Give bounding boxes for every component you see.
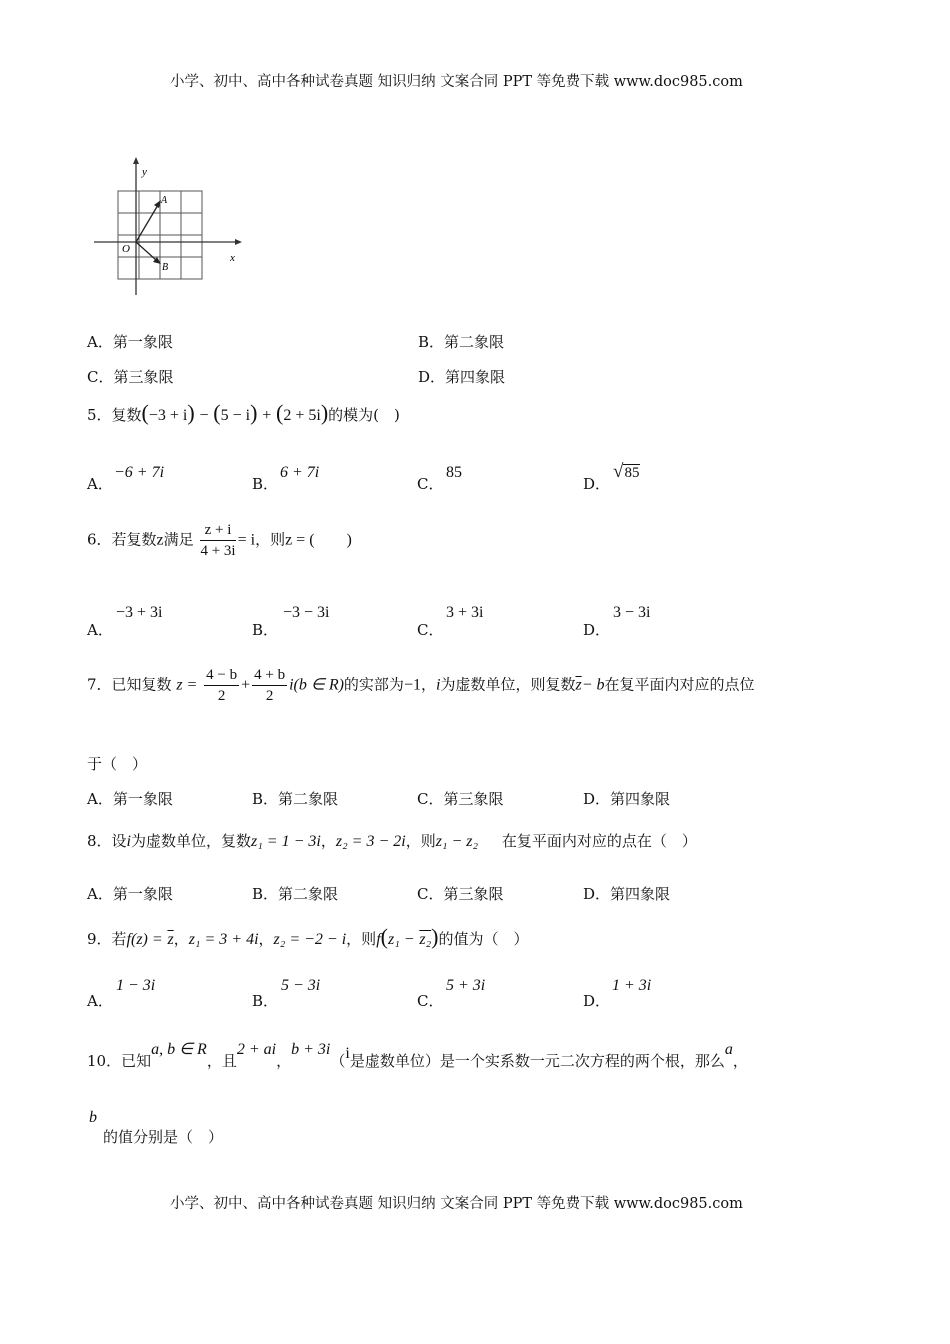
point-b-label: B <box>162 262 169 273</box>
page-header: 小学、初中、高中各种试卷真题 知识归纳 文案合同 PPT 等免费下载 www.doc985.com <box>170 74 743 90</box>
x-axis-label: x <box>230 252 235 264</box>
q10-line2: 的值分别是（ ） <box>103 1128 224 1146</box>
q8-option-c[interactable]: C．第三象限 <box>417 885 504 903</box>
q9-option-b[interactable]: 5 − 3i <box>281 977 321 994</box>
q8-option-d[interactable]: D．第四象限 <box>583 885 671 903</box>
q7-option-b[interactable]: B．第二象限 <box>252 790 339 808</box>
grid <box>118 191 202 279</box>
q6-label-b: B． <box>252 621 279 639</box>
q9-option-d[interactable]: 1 + 3i <box>612 977 652 994</box>
q6-option-a[interactable]: −3 + 3i <box>116 604 163 621</box>
q9-label-d: D． <box>583 992 611 1010</box>
q5-label-b: B． <box>252 475 279 493</box>
question-8: 8．设i为虚数单位，复数z₁ = 1 − 3i，z₂ = 3 − 2i，则z₁ − z₂ 在复平面内对应的点在（ ） <box>87 832 697 850</box>
question-5: 5．复数(−3 + i) − (5 − i) + (2 + 5i)的模为( ) <box>87 400 400 425</box>
q6-option-d[interactable]: 3 − 3i <box>613 604 651 621</box>
q4-option-c[interactable]: C．第三象限 <box>87 368 174 386</box>
question-9: 9．若$f(z) = \overline{z}$，z₁ = 3 + 4i，z₂ = −2 − i，则f(z₁ − z₂)的值为（ ） <box>87 924 529 949</box>
origin-label: O <box>122 243 130 255</box>
q8-option-b[interactable]: B．第二象限 <box>252 885 339 903</box>
page-footer: 小学、初中、高中各种试卷真题 知识归纳 文案合同 PPT 等免费下载 www.doc985.com <box>170 1196 743 1212</box>
question-10: 10．已知a, b ∈ R，且2 + ai，b + 3i（i是虚数单位）是一个实系数一元二次方程的两个根，那么a， <box>87 1041 748 1070</box>
question-7: 7．已知复数 z = $\frac{4 - b}{2}$ + $\frac{4 + b}{2}$ i(b ∈ R)的实部为−1，i为虚数单位，则复数$\overline{z}- b$在复平面内对应的点位 <box>87 667 755 704</box>
q6-option-c[interactable]: 3 + 3i <box>446 604 484 621</box>
q5-option-c[interactable]: 85 <box>446 464 462 481</box>
q7-line2: 于（ ） <box>87 755 148 773</box>
q6-option-b[interactable]: −3 − 3i <box>283 604 330 621</box>
complex-plane-figure <box>90 155 250 300</box>
q9-option-c[interactable]: 5 + 3i <box>446 977 486 994</box>
q5-label-c: C． <box>417 475 444 493</box>
q9-label-b: B． <box>252 992 279 1010</box>
q6-label-d: D． <box>583 621 611 639</box>
q5-label-a: A． <box>87 475 113 493</box>
q4-option-d[interactable]: D．第四象限 <box>418 368 506 386</box>
q8-option-a[interactable]: A．第一象限 <box>87 885 173 903</box>
q7-option-a[interactable]: A．第一象限 <box>87 790 173 808</box>
q6-label-a: A． <box>87 621 113 639</box>
q5-option-b[interactable]: 6 + 7i <box>280 464 320 481</box>
q10-b-var: b <box>89 1109 97 1126</box>
q7-option-c[interactable]: C．第三象限 <box>417 790 504 808</box>
y-axis-label: y <box>142 166 147 178</box>
q6-label-c: C． <box>417 621 444 639</box>
q5-label-d: D． <box>583 475 611 493</box>
q9-label-a: A． <box>87 992 113 1010</box>
q9-label-c: C． <box>417 992 444 1010</box>
q4-option-a[interactable]: A．第一象限 <box>87 333 173 351</box>
q7-option-d[interactable]: D．第四象限 <box>583 790 671 808</box>
q5-option-d[interactable]: √85 <box>613 461 640 482</box>
q4-option-b[interactable]: B．第二象限 <box>418 333 505 351</box>
q9-option-a[interactable]: 1 − 3i <box>116 977 156 994</box>
point-a-label: A <box>161 195 168 206</box>
question-6: 6．若复数z满足 $\frac{z + i}{4 + 3i}$ = i，则z = ( ) <box>87 522 352 559</box>
q5-option-a[interactable]: −6 + 7i <box>114 464 165 481</box>
